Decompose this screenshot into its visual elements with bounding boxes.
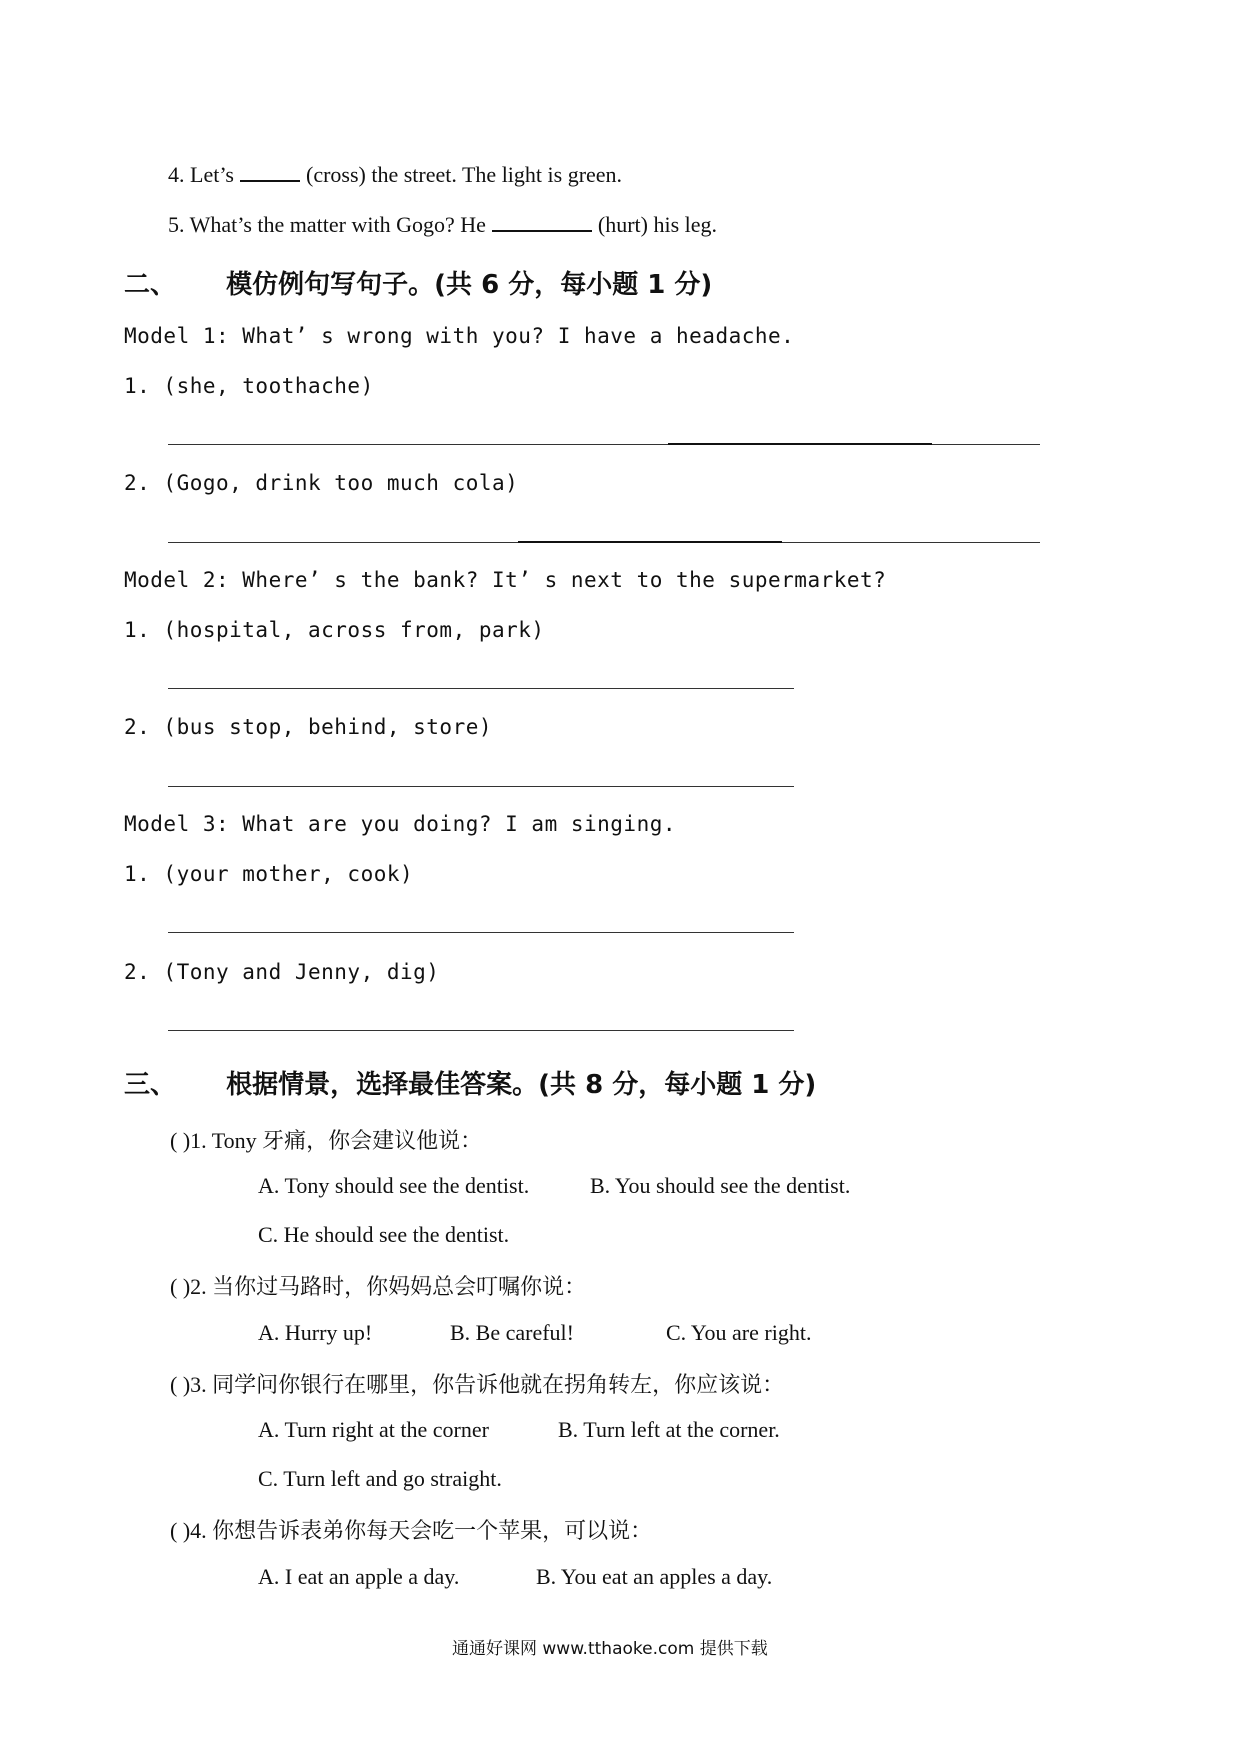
answer-line[interactable]: [168, 786, 794, 787]
question-stem: 2. 当你过马路时，你妈妈总会叮嘱你说：: [190, 1274, 587, 1299]
answer-line[interactable]: [168, 1030, 794, 1031]
option-a: A. Tony should see the dentist.: [258, 1173, 530, 1198]
section-2-heading: [124, 264, 712, 301]
model-2-item-2: 2. (bus stop, behind, store): [124, 715, 493, 739]
answer-line[interactable]: [168, 932, 794, 933]
question-stem: 1. Tony 牙痛，你会建议他说：: [190, 1128, 483, 1153]
model-1-item-1: 1. (she, toothache): [124, 374, 374, 398]
option-a: A. Turn right at the corner: [258, 1417, 489, 1442]
option-b: B. You should see the dentist.: [590, 1173, 851, 1198]
answer-line[interactable]: [168, 444, 668, 445]
question-2: [170, 1270, 586, 1301]
model-3-item-1: 1. (your mother, cook): [124, 862, 414, 886]
option-c: C. He should see the dentist.: [258, 1222, 510, 1247]
question-stem: 4. 你想告诉表弟你每天会吃一个苹果，可以说：: [190, 1518, 653, 1543]
section-title: 模仿例句写句子。(共 6 分，每小题 1 分): [226, 270, 713, 300]
model-3-item-2: 2. (Tony and Jenny, dig): [124, 960, 440, 984]
answer-line[interactable]: [668, 443, 932, 445]
answer-parentheses[interactable]: ( ): [170, 1518, 191, 1543]
model-1-sentence: Model 1: What’ s wrong with you? I have a headache.: [124, 324, 795, 348]
section-number: 二、: [124, 270, 177, 300]
question-3: [170, 1368, 784, 1399]
option-c: C. Turn left and go straight.: [258, 1466, 502, 1491]
question-stem: 3. 同学问你银行在哪里，你告诉他就在拐角转左，你应该说：: [190, 1372, 785, 1397]
answer-line[interactable]: [168, 688, 794, 689]
option-b: B. Turn left at the corner.: [558, 1417, 780, 1442]
footer-watermark: 通通好课网 www.tthaoke.com 提供下载: [452, 1639, 768, 1659]
answer-blank[interactable]: [240, 160, 300, 182]
section-title: 根据情景，选择最佳答案。(共 8 分，每小题 1 分): [226, 1070, 817, 1100]
answer-line[interactable]: [782, 542, 1040, 543]
option-a: A. Hurry up!: [258, 1320, 373, 1345]
answer-parentheses[interactable]: ( ): [170, 1372, 191, 1397]
answer-line[interactable]: [168, 542, 518, 543]
model-2-sentence: Model 2: Where’ s the bank? It’ s next to the supermarket?: [124, 568, 887, 592]
answer-parentheses[interactable]: ( ): [170, 1274, 191, 1299]
option-b: B. You eat an apples a day.: [536, 1564, 773, 1589]
model-1-item-2: 2. (Gogo, drink too much cola): [124, 471, 519, 495]
model-2-item-1: 1. (hospital, across from, park): [124, 618, 545, 642]
answer-line[interactable]: [518, 541, 782, 543]
option-c: C. You are right.: [666, 1320, 812, 1345]
option-b: B. Be careful!: [450, 1320, 574, 1345]
answer-blank[interactable]: [492, 210, 592, 232]
question-4: [170, 1514, 652, 1545]
section-number: 三、: [124, 1070, 177, 1100]
option-a: A. I eat an apple a day.: [258, 1564, 460, 1589]
fill-item-4: 4. Let’s (cross) the street. The light is green.: [168, 162, 623, 187]
answer-parentheses[interactable]: ( ): [170, 1128, 191, 1153]
question-1: [170, 1124, 482, 1155]
answer-line[interactable]: [932, 444, 1040, 445]
model-3-sentence: Model 3: What are you doing? I am singing.: [124, 812, 677, 836]
section-3-heading: [124, 1064, 816, 1101]
fill-item-5: 5. What’s the matter with Gogo? He (hurt) his leg.: [168, 212, 718, 237]
